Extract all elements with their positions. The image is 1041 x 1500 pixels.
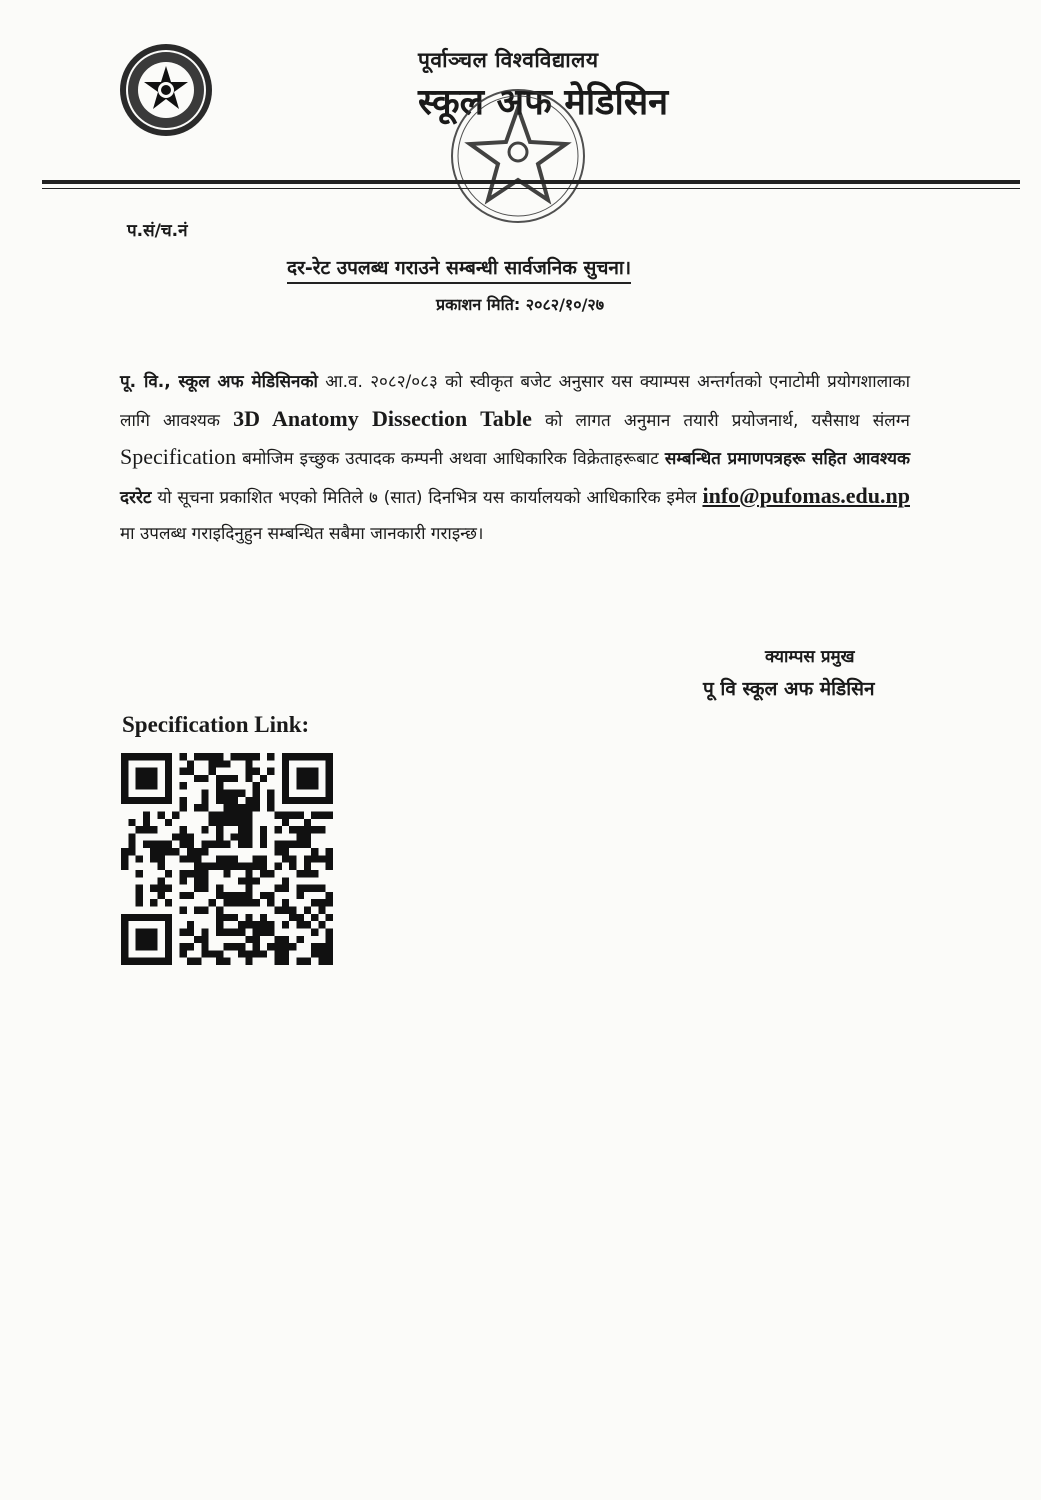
specification-link-label: Specification Link: <box>122 712 310 737</box>
school-name: स्कूल अफ मेडिसिन <box>418 82 669 123</box>
notice-body <box>120 364 910 553</box>
specification-word: Specification <box>120 444 237 469</box>
product-name: 3D Anatomy Dissection Table <box>233 405 532 431</box>
email-link[interactable]: info@pufomas.edu.np <box>702 482 910 508</box>
school-of-medicine-stamp-icon <box>444 86 592 226</box>
body-text-part: आ.व. २०८२/०८३ को स्वीकृत बजेट अनुसार यस क्याम्पस अन्तर्गतको एनाटोमी प्रयोगशालाका लागि आवश्यक <box>120 372 910 431</box>
body-school-name: पू. वि., स्कूल अफ मेडिसिनको <box>120 372 318 392</box>
signatory-title: क्याम्पस प्रमुख <box>765 647 855 667</box>
university-name: पूर्वाञ्चल विश्वविद्यालय <box>418 48 599 72</box>
body-required-docs: सम्बन्धित प्रमाणपत्रहरू सहित आवश्यक दररेट <box>120 449 911 508</box>
purbanchal-university-seal-icon <box>118 42 214 138</box>
letterhead-divider-thin <box>42 188 1020 189</box>
body-text-part: यो सूचना प्रकाशित भएको मितिले ७ (सात) दिनभित्र यस कार्यालयको आधिकारिक इमेल <box>151 487 703 508</box>
body-text-part: बमोजिम इच्छुक उत्पादक कम्पनी अथवा आधिकारिक विक्रेताहरूबाट <box>236 449 665 469</box>
body-text-part: को लागत अनुमान तयारी प्रयोजनार्थ, यसैसाथ संलग्न <box>531 410 910 431</box>
notice-subject: दर-रेट उपलब्ध गराउने सम्बन्धी सार्वजनिक सुचना। <box>287 254 631 284</box>
publication-date: प्रकाशन मिति: २०८२/१०/२७ <box>436 295 605 314</box>
signatory-organization: पू वि स्कूल अफ मेडिसिन <box>703 678 875 700</box>
letterhead-divider <box>42 180 1020 184</box>
body-text-part: मा उपलब्ध गराइदिनुहुन सम्बन्धित सबैमा जानकारी गराइन्छ। <box>120 524 484 544</box>
reference-number-label: प.सं/च.नं <box>127 221 188 241</box>
qr-code-icon[interactable] <box>121 752 333 966</box>
